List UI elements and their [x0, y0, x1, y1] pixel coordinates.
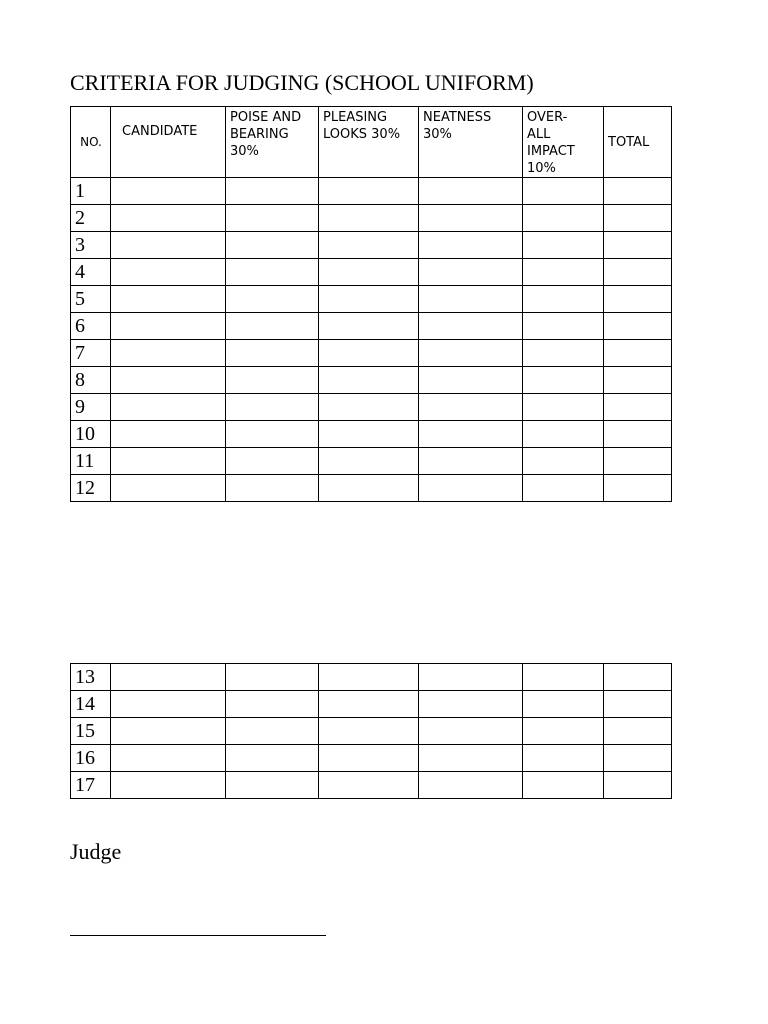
candidate-cell[interactable] [111, 232, 226, 259]
total-cell[interactable] [604, 178, 672, 205]
overall-cell[interactable] [523, 718, 604, 745]
neatness-cell[interactable] [419, 448, 523, 475]
header-overall-line4: 10% [527, 161, 556, 176]
poise-cell[interactable] [226, 475, 319, 502]
pleasing-cell[interactable] [319, 448, 419, 475]
neatness-cell[interactable] [419, 286, 523, 313]
neatness-cell[interactable] [419, 745, 523, 772]
header-no-label: NO. [80, 134, 102, 149]
poise-cell[interactable] [226, 394, 319, 421]
form-title: CRITERIA FOR JUDGING (SCHOOL UNIFORM) [70, 70, 534, 95]
overall-cell[interactable] [523, 421, 604, 448]
neatness-cell[interactable] [419, 259, 523, 286]
poise-cell[interactable] [226, 313, 319, 340]
total-cell[interactable] [604, 394, 672, 421]
header-overall [523, 107, 604, 178]
candidate-cell[interactable] [111, 340, 226, 367]
table-row [71, 448, 672, 475]
poise-cell[interactable] [226, 286, 319, 313]
neatness-cell[interactable] [419, 367, 523, 394]
candidate-cell[interactable] [111, 745, 226, 772]
row-number: 12 [71, 475, 111, 502]
table-row [71, 340, 672, 367]
pleasing-cell[interactable] [319, 664, 419, 691]
overall-cell[interactable] [523, 232, 604, 259]
header-neatness-line1: NEATNESS [423, 110, 492, 125]
header-poise-line2: BEARING [230, 127, 289, 142]
pleasing-cell[interactable] [319, 745, 419, 772]
poise-cell[interactable] [226, 367, 319, 394]
poise-cell[interactable] [226, 718, 319, 745]
header-total-label: TOTAL [608, 134, 650, 150]
total-cell[interactable] [604, 475, 672, 502]
total-cell[interactable] [604, 421, 672, 448]
table-row [71, 205, 672, 232]
pleasing-cell[interactable] [319, 718, 419, 745]
candidate-cell[interactable] [111, 421, 226, 448]
total-cell[interactable] [604, 718, 672, 745]
row-number: 13 [71, 664, 111, 691]
overall-cell[interactable] [523, 313, 604, 340]
table-row [71, 259, 672, 286]
overall-cell[interactable] [523, 691, 604, 718]
total-cell[interactable] [604, 340, 672, 367]
poise-cell[interactable] [226, 259, 319, 286]
total-cell[interactable] [604, 313, 672, 340]
header-overall-line2: ALL [527, 127, 551, 142]
header-neatness-line2: 30% [423, 127, 452, 142]
overall-cell[interactable] [523, 772, 604, 799]
pleasing-cell[interactable] [319, 691, 419, 718]
judging-table-continued [70, 663, 672, 799]
header-neatness [419, 107, 523, 178]
pleasing-cell[interactable] [319, 475, 419, 502]
candidate-cell[interactable] [111, 475, 226, 502]
table-row [71, 232, 672, 259]
header-no [71, 107, 111, 178]
candidate-cell[interactable] [111, 205, 226, 232]
row-number: 14 [71, 691, 111, 718]
total-cell[interactable] [604, 772, 672, 799]
row-number: 3 [71, 232, 111, 259]
candidate-cell[interactable] [111, 772, 226, 799]
header-poise [226, 107, 319, 178]
total-cell[interactable] [604, 745, 672, 772]
row-number: 10 [71, 421, 111, 448]
overall-cell[interactable] [523, 664, 604, 691]
poise-cell[interactable] [226, 772, 319, 799]
header-pleasing-line2: LOOKS 30% [323, 127, 401, 142]
pleasing-cell[interactable] [319, 205, 419, 232]
neatness-cell[interactable] [419, 664, 523, 691]
row-number: 2 [71, 205, 111, 232]
row-number: 6 [71, 313, 111, 340]
judge-label: Judge [70, 839, 122, 864]
neatness-cell[interactable] [419, 691, 523, 718]
header-overall-line3: IMPACT [527, 144, 575, 159]
total-cell[interactable] [604, 367, 672, 394]
row-number: 15 [71, 718, 111, 745]
neatness-cell[interactable] [419, 772, 523, 799]
pleasing-cell[interactable] [319, 178, 419, 205]
candidate-cell[interactable] [111, 718, 226, 745]
pleasing-cell[interactable] [319, 367, 419, 394]
row-number: 5 [71, 286, 111, 313]
poise-cell[interactable] [226, 664, 319, 691]
poise-cell[interactable] [226, 205, 319, 232]
total-cell[interactable] [604, 664, 672, 691]
overall-cell[interactable] [523, 340, 604, 367]
total-cell[interactable] [604, 259, 672, 286]
candidate-cell[interactable] [111, 259, 226, 286]
poise-cell[interactable] [226, 421, 319, 448]
pleasing-cell[interactable] [319, 421, 419, 448]
header-pleasing-line1: PLEASING [323, 110, 388, 125]
overall-cell[interactable] [523, 394, 604, 421]
signature-line[interactable] [70, 935, 326, 936]
pleasing-cell[interactable] [319, 394, 419, 421]
poise-cell[interactable] [226, 745, 319, 772]
overall-cell[interactable] [523, 259, 604, 286]
table-row [71, 178, 672, 205]
row-number: 9 [71, 394, 111, 421]
table-row [71, 691, 672, 718]
table-row [71, 367, 672, 394]
row-number: 1 [71, 178, 111, 205]
header-candidate [111, 96, 226, 167]
header-candidate-label: CANDIDATE [122, 123, 198, 139]
candidate-cell[interactable] [111, 394, 226, 421]
table-row [71, 421, 672, 448]
judging-table [70, 106, 672, 502]
table-row [71, 664, 672, 691]
table-row [71, 313, 672, 340]
neatness-cell[interactable] [419, 421, 523, 448]
table-row [71, 745, 672, 772]
overall-cell[interactable] [523, 448, 604, 475]
candidate-cell[interactable] [111, 286, 226, 313]
header-poise-line3: 30% [230, 144, 259, 159]
candidate-cell[interactable] [111, 367, 226, 394]
table-row [71, 772, 672, 799]
table-row [71, 475, 672, 502]
row-number: 16 [71, 745, 111, 772]
overall-cell[interactable] [523, 286, 604, 313]
total-cell[interactable] [604, 691, 672, 718]
total-cell[interactable] [604, 232, 672, 259]
overall-cell[interactable] [523, 205, 604, 232]
header-poise-line1: POISE AND [230, 110, 302, 125]
overall-cell[interactable] [523, 367, 604, 394]
overall-cell[interactable] [523, 475, 604, 502]
neatness-cell[interactable] [419, 178, 523, 205]
table-row [71, 718, 672, 745]
poise-cell[interactable] [226, 691, 319, 718]
table-header-row [71, 107, 672, 178]
table-row [71, 286, 672, 313]
candidate-cell[interactable] [111, 313, 226, 340]
overall-cell[interactable] [523, 178, 604, 205]
poise-cell[interactable] [226, 340, 319, 367]
total-cell[interactable] [604, 205, 672, 232]
total-cell[interactable] [604, 448, 672, 475]
total-cell[interactable] [604, 286, 672, 313]
pleasing-cell[interactable] [319, 286, 419, 313]
neatness-cell[interactable] [419, 475, 523, 502]
pleasing-cell[interactable] [319, 259, 419, 286]
row-number: 4 [71, 259, 111, 286]
overall-cell[interactable] [523, 745, 604, 772]
candidate-cell[interactable] [111, 691, 226, 718]
row-number: 11 [71, 448, 111, 475]
header-total [604, 107, 672, 178]
neatness-cell[interactable] [419, 340, 523, 367]
poise-cell[interactable] [226, 232, 319, 259]
row-number: 17 [71, 772, 111, 799]
neatness-cell[interactable] [419, 232, 523, 259]
pleasing-cell[interactable] [319, 772, 419, 799]
neatness-cell[interactable] [419, 718, 523, 745]
header-pleasing [319, 107, 419, 178]
candidate-cell[interactable] [111, 448, 226, 475]
pleasing-cell[interactable] [319, 232, 419, 259]
neatness-cell[interactable] [419, 205, 523, 232]
neatness-cell[interactable] [419, 394, 523, 421]
poise-cell[interactable] [226, 178, 319, 205]
neatness-cell[interactable] [419, 313, 523, 340]
row-number: 8 [71, 367, 111, 394]
header-overall-line1: OVER- [527, 110, 568, 125]
poise-cell[interactable] [226, 448, 319, 475]
row-number: 7 [71, 340, 111, 367]
candidate-cell[interactable] [111, 664, 226, 691]
table-row [71, 394, 672, 421]
pleasing-cell[interactable] [319, 313, 419, 340]
candidate-cell[interactable] [111, 178, 226, 205]
pleasing-cell[interactable] [319, 340, 419, 367]
